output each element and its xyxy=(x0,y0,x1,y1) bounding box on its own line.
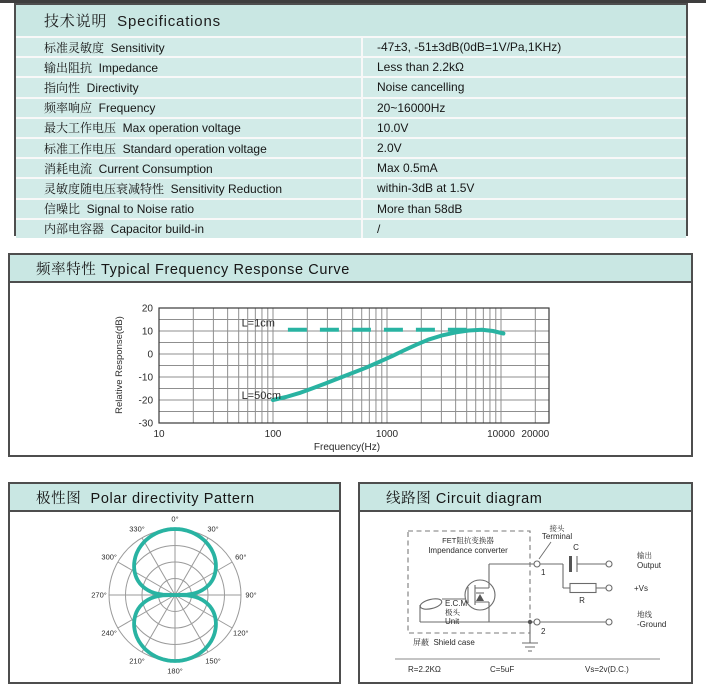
polar-directivity-chart xyxy=(10,512,339,684)
spec-row-value: within-3dB at 1.5V xyxy=(377,181,475,196)
spec-row-label: 频率响应 Frequency xyxy=(16,99,363,117)
terminal-label-en: Terminal xyxy=(541,532,573,541)
output-label-en: Output xyxy=(637,561,662,570)
spec-row xyxy=(16,97,686,117)
freq-ytick-label: 0 xyxy=(147,349,153,361)
capacitor-plate-left xyxy=(569,556,572,572)
terminal-1-node xyxy=(534,561,540,567)
terminal-2-node xyxy=(534,619,540,625)
specifications-title: 技术说明 Specifications xyxy=(44,13,221,30)
circuit-labels xyxy=(408,523,666,674)
ecm-label-2: 极头 xyxy=(445,608,460,617)
polar-angle-label: 210° xyxy=(129,656,145,666)
terminal-2-label: 2 xyxy=(541,627,546,636)
spec-row xyxy=(16,198,686,218)
output-node xyxy=(606,561,612,567)
spec-row-label: 消耗电流 Current Consumption xyxy=(16,159,363,177)
polar-angle-label: 270° xyxy=(91,590,107,600)
spec-row xyxy=(16,76,686,96)
ground-node xyxy=(606,619,612,625)
fet-label-cn: FET阻抗变换器 xyxy=(442,536,494,545)
spec-row xyxy=(16,137,686,157)
specifications-table xyxy=(16,36,686,238)
polar-section-title: 极性图 Polar directivity Pattern xyxy=(36,490,255,507)
freq-xtick-label: 10 xyxy=(153,429,165,440)
terminal-label-cn: 接头 xyxy=(549,524,565,533)
spec-row-label: 信噪比 Signal to Noise ratio xyxy=(16,200,363,218)
spec-row-value: -47±3, -51±3dB(0dB=1V/Pa,1KHz) xyxy=(377,40,562,55)
spec-row-value: Max 0.5mA xyxy=(377,161,438,176)
polar-spoke xyxy=(142,538,175,595)
capacitor-label: C xyxy=(573,543,579,552)
spec-row-value: 20~16000Hz xyxy=(377,100,446,115)
ecm-label-3: Unit xyxy=(445,617,460,626)
capacitor-value: C=5uF xyxy=(490,665,515,674)
spec-row-label: 指向性 Directivity xyxy=(16,78,363,96)
polar-spoke xyxy=(142,595,175,652)
spec-row-value: 2.0V xyxy=(377,141,402,156)
polar-angle-label: 240° xyxy=(101,628,117,638)
spec-row xyxy=(16,157,686,177)
fet-label-en: Impendance converter xyxy=(428,546,508,555)
junction-dot xyxy=(528,620,532,624)
polar-angle-label: 180° xyxy=(167,666,183,676)
polar-angle-label: 300° xyxy=(101,552,117,562)
freq-ytick-label: -30 xyxy=(138,418,153,430)
freq-yaxis-title: Relative Response(dB) xyxy=(114,316,125,414)
circuit-section-title: 线路图 Circuit diagram xyxy=(386,490,543,507)
resistor-label: R xyxy=(579,596,585,605)
output-label-cn: 输出 xyxy=(637,551,652,560)
circuit-diagram-section xyxy=(358,482,693,684)
ecm-label-1: E.C.M xyxy=(445,599,468,608)
freq-xtick-label: 10000 xyxy=(487,429,515,440)
spec-row-value: More than 58dB xyxy=(377,201,463,216)
resistor-symbol xyxy=(570,584,596,593)
specifications-section xyxy=(14,3,688,236)
polar-angle-label: 0° xyxy=(171,514,179,524)
circuit-filled-shapes xyxy=(476,556,572,624)
spec-row-value: Noise cancelling xyxy=(377,80,465,95)
freq-xaxis-title: Frequency(Hz) xyxy=(313,442,381,453)
resistor-value: R=2.2KΩ xyxy=(408,665,441,674)
vs-value: Vs=2v(D.C.) xyxy=(585,665,629,674)
polar-section-header xyxy=(10,484,339,512)
terminal-1-label: 1 xyxy=(541,568,546,577)
frequency-section-header xyxy=(10,255,691,283)
spec-row xyxy=(16,117,686,137)
freq-xtick-label: 1000 xyxy=(375,429,399,440)
spec-row-label: 标准灵敏度 Sensitivity xyxy=(16,38,363,56)
polar-angle-label: 60° xyxy=(235,552,247,562)
spec-row-label: 最大工作电压 Max operation voltage xyxy=(16,119,363,137)
freq-ytick-label: 10 xyxy=(141,326,153,338)
freq-series-label: L=50cm xyxy=(241,389,282,402)
ground-label-en: -Ground xyxy=(637,620,667,629)
spec-row-label: 灵敏度随电压衰减特性 Sensitivity Reduction xyxy=(16,179,363,197)
freq-xtick-label: 20000 xyxy=(521,429,550,440)
polar-angle-label: 330° xyxy=(129,524,145,534)
polar-pattern-section xyxy=(8,482,341,684)
polar-angle-label: 90° xyxy=(245,590,257,600)
spec-row xyxy=(16,56,686,76)
spec-row-label: 标准工作电压 Standard operation voltage xyxy=(16,139,363,157)
specifications-header xyxy=(16,5,686,36)
frequency-response-chart xyxy=(10,283,691,457)
vs-label: +Vs xyxy=(634,584,649,593)
circuit-section-header xyxy=(360,484,691,512)
terminal-pointer-line xyxy=(539,542,551,559)
polar-angle-label: 120° xyxy=(233,628,249,638)
spec-row xyxy=(16,177,686,197)
spec-row xyxy=(16,36,686,56)
polar-angle-label: 150° xyxy=(205,656,221,666)
earth-ground-symbol xyxy=(522,622,538,651)
spec-row-value: 10.0V xyxy=(377,120,409,135)
polar-spoke xyxy=(175,538,208,595)
ground-label-cn: 地线 xyxy=(637,610,652,619)
diode-triangle xyxy=(476,594,484,601)
frequency-section-title: 频率特性 Typical Frequency Response Curve xyxy=(36,261,350,278)
ecm-capsule-symbol xyxy=(419,597,443,611)
freq-xtick-label: 100 xyxy=(264,429,282,440)
spec-row xyxy=(16,218,686,238)
spec-row-value: Less than 2.2kΩ xyxy=(377,60,465,75)
spec-row-label: 输出阻抗 Impedance xyxy=(16,58,363,76)
shield-case-label: 屏蔽 Shield case xyxy=(413,638,475,647)
spec-row-value: / xyxy=(377,221,381,236)
circuit-diagram xyxy=(360,512,691,684)
frequency-response-section xyxy=(8,253,693,457)
vs-node xyxy=(606,585,612,591)
freq-ytick-label: -10 xyxy=(138,372,153,384)
polar-angle-label: 30° xyxy=(207,524,219,534)
freq-grid xyxy=(159,308,549,423)
spec-row-label: 内部电容器 Capacitor build-in xyxy=(16,220,363,238)
polar-spoke xyxy=(175,595,208,652)
freq-ytick-label: 20 xyxy=(141,303,153,315)
freq-ytick-label: -20 xyxy=(138,395,153,407)
freq-series-label: L=1cm xyxy=(241,317,275,330)
